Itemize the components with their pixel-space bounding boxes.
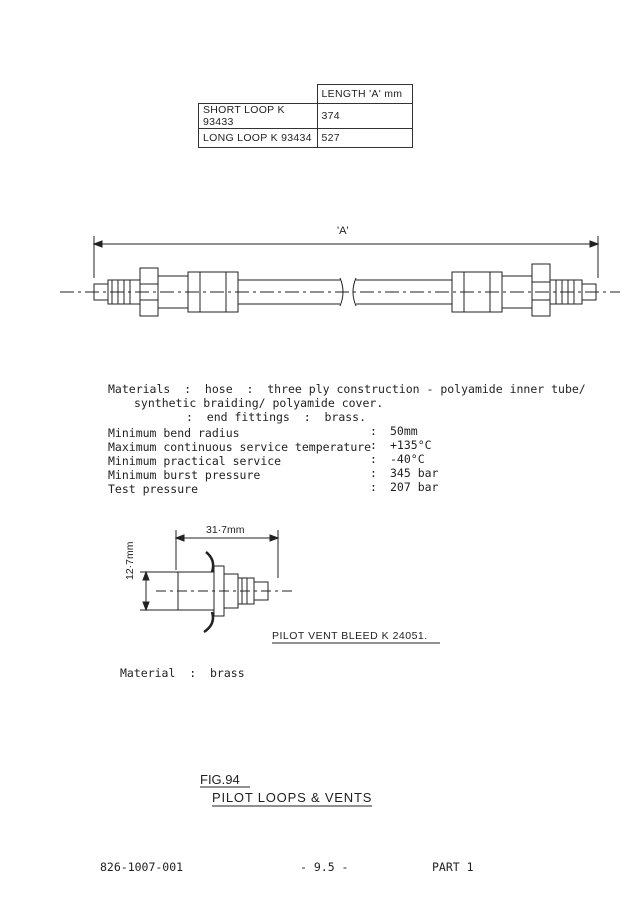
vent-height-label: 12·7mm bbox=[124, 541, 136, 580]
materials-line-3: : end fittings : brass. bbox=[186, 410, 367, 424]
spec-value: -40°C bbox=[390, 452, 425, 466]
spec-value: +135°C bbox=[390, 438, 432, 452]
part-label: PART 1 bbox=[432, 860, 474, 874]
pilot-vent-drawing bbox=[140, 530, 292, 632]
spec-value: 50mm bbox=[390, 424, 418, 438]
loop-dimension-label: 'A' bbox=[337, 225, 349, 237]
length-cell: 374 bbox=[317, 104, 412, 129]
spec-label: Minimum burst pressure bbox=[108, 468, 261, 482]
spec-label: Maximum continuous service temperature bbox=[108, 440, 372, 454]
materials-line-1: Materials : hose : three ply construction - polyamide inner tube/ bbox=[108, 382, 586, 396]
spec-value: 345 bar bbox=[390, 466, 439, 480]
spec-label: Test pressure bbox=[108, 482, 199, 496]
materials-line-2: synthetic braiding/ polyamide cover. bbox=[134, 396, 384, 410]
spec-label: Minimum practical service bbox=[108, 454, 282, 468]
part-cell: SHORT LOOP K 93433 bbox=[199, 104, 318, 129]
figure-title: PILOT LOOPS & VENTS bbox=[212, 790, 373, 805]
length-cell: 527 bbox=[317, 129, 412, 148]
page-number: - 9.5 - bbox=[300, 860, 349, 874]
spec-colon: : bbox=[370, 438, 377, 452]
spec-colon: : bbox=[370, 480, 377, 494]
vent-material: Material : brass bbox=[120, 666, 245, 680]
doc-number: 826-1007-001 bbox=[100, 860, 184, 874]
spec-colon: : bbox=[370, 424, 377, 438]
vent-caption: PILOT VENT BLEED K 24051. bbox=[272, 630, 428, 642]
spec-colon: : bbox=[370, 466, 377, 480]
spec-label: Minimum bend radius bbox=[108, 426, 240, 440]
spec-value: 207 bar bbox=[390, 480, 439, 494]
figure-number: FIG.94 bbox=[200, 772, 240, 787]
part-cell: LONG LOOP K 93434 bbox=[199, 129, 318, 148]
spec-colon: : bbox=[370, 452, 377, 466]
vent-length-label: 31·7mm bbox=[206, 524, 245, 536]
length-header: LENGTH 'A' mm bbox=[317, 85, 412, 104]
